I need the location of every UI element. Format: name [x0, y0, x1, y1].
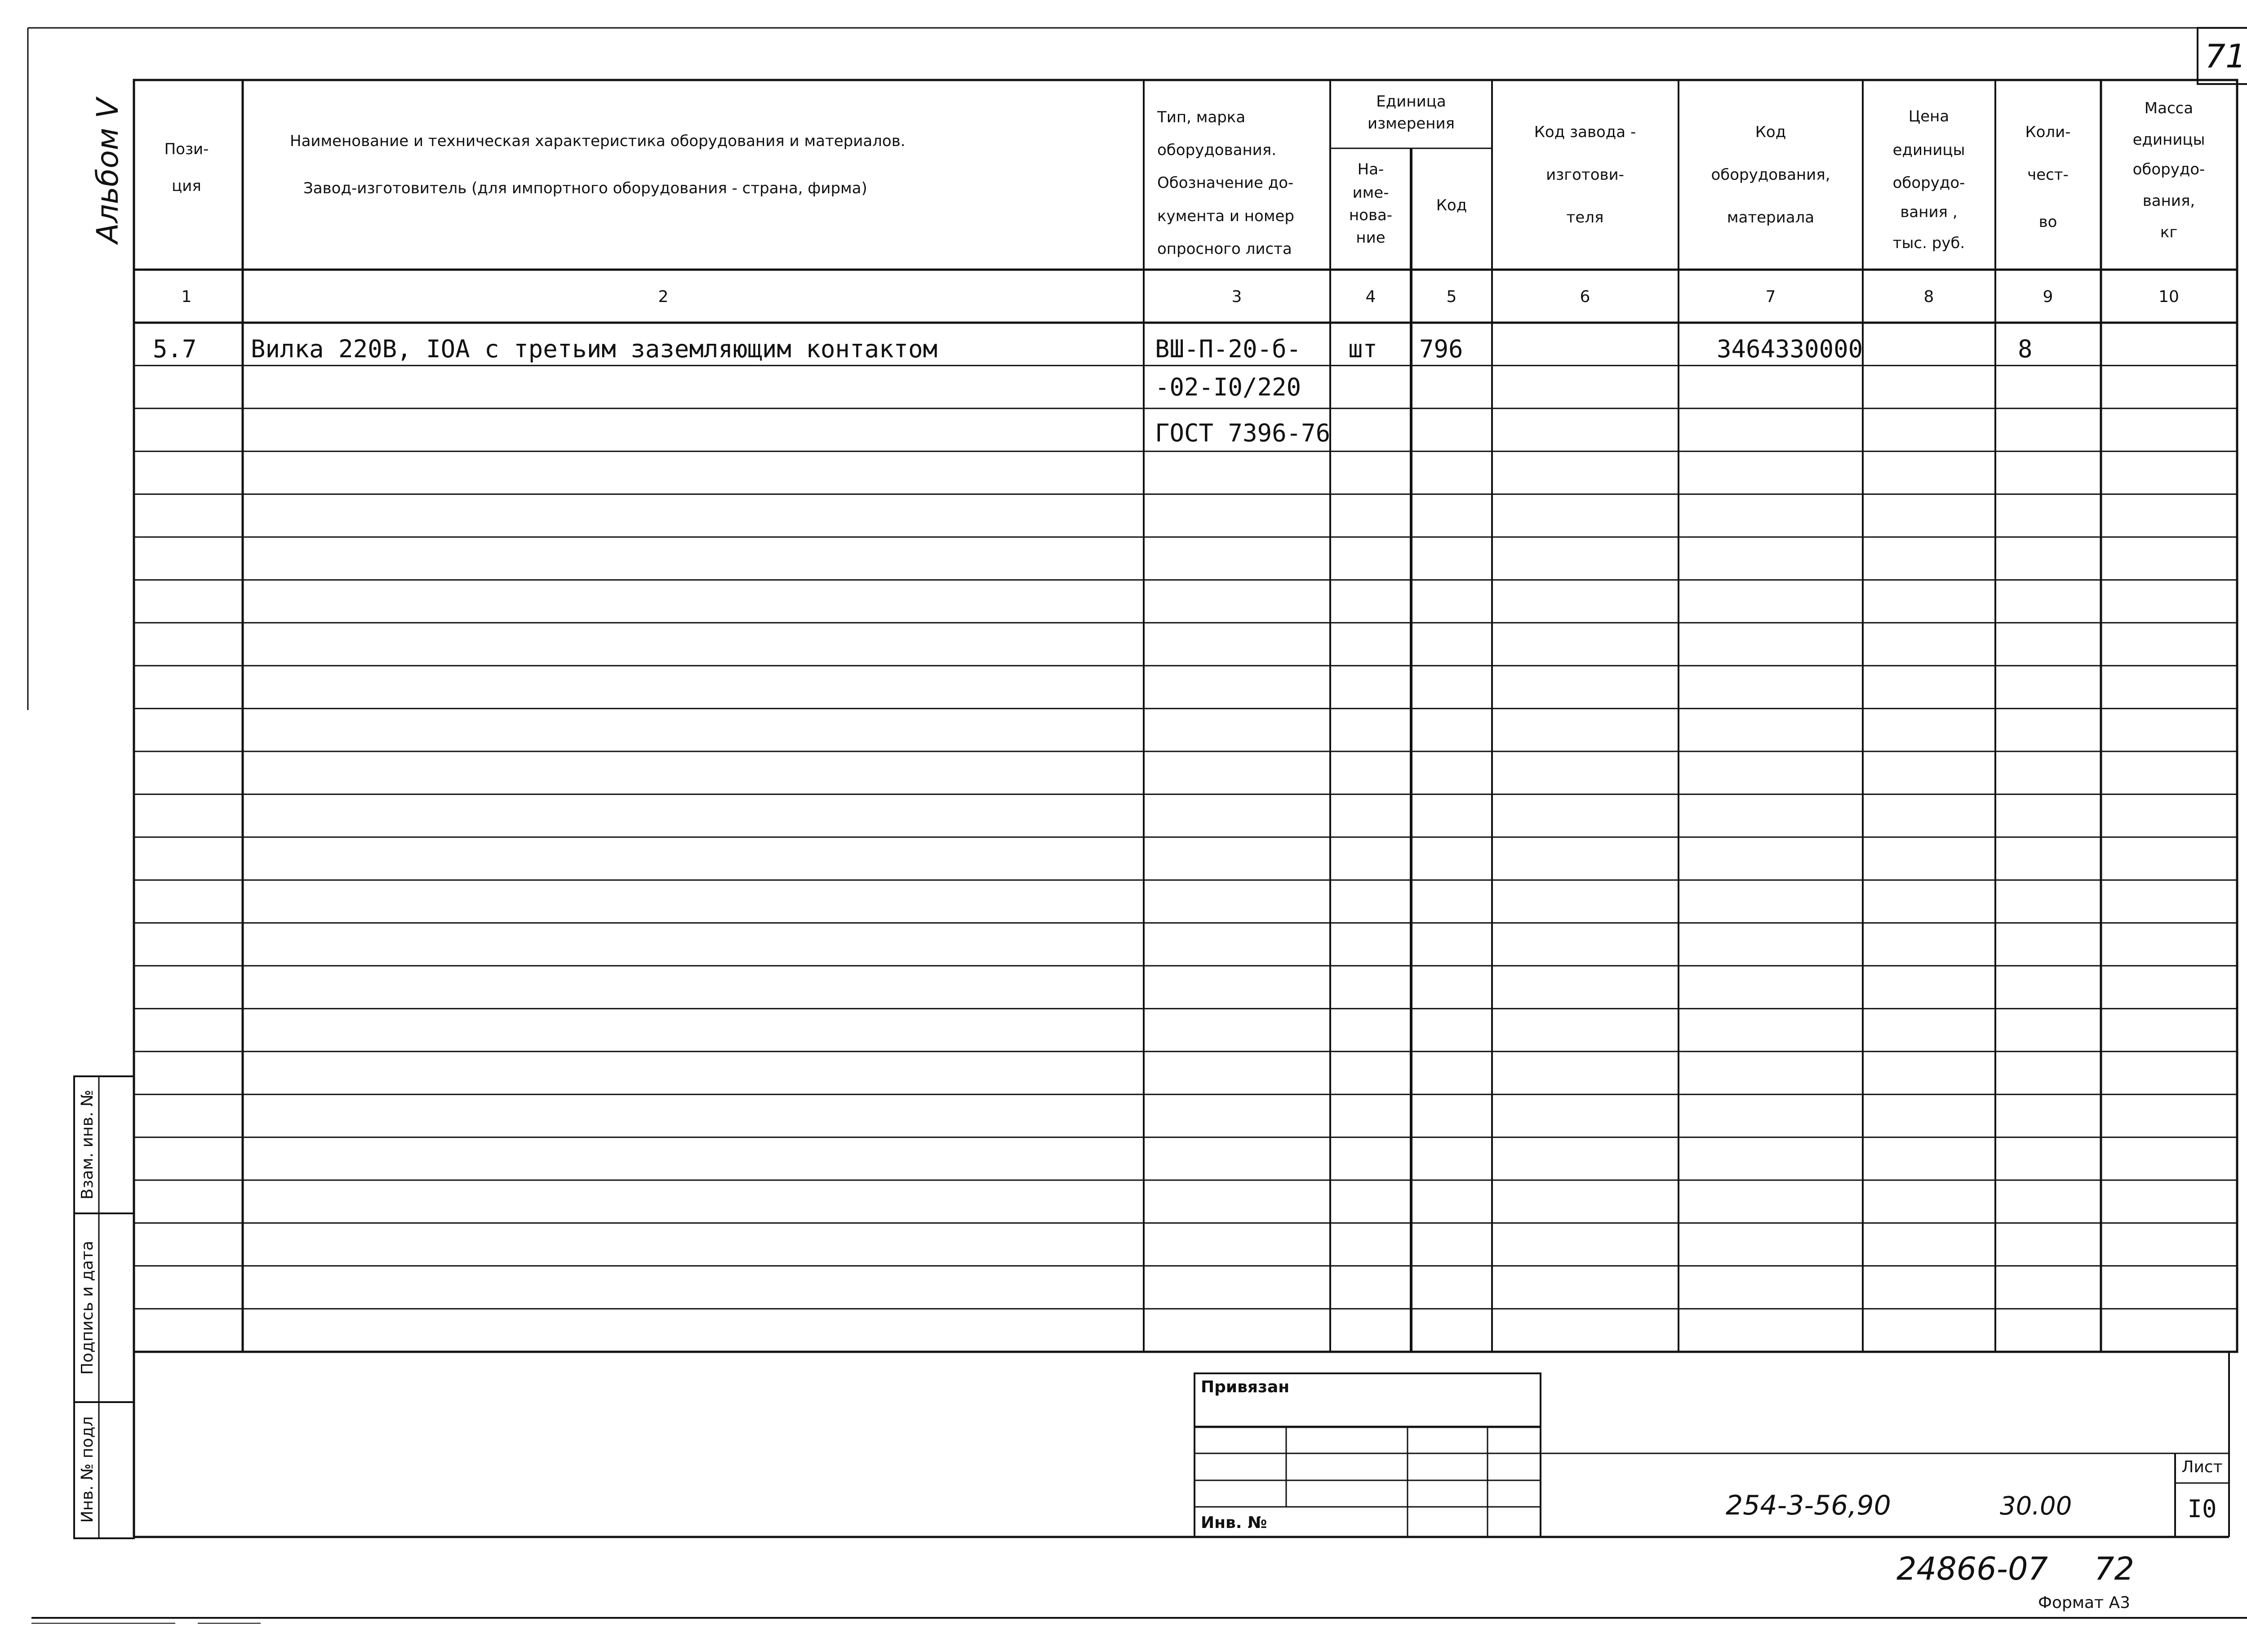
inv-number-label: Инв. №: [1201, 1514, 1267, 1532]
column-number-10: 10: [2158, 288, 2179, 306]
archive-page: 72: [2094, 1550, 2135, 1587]
header-col3-line5: опросного листа: [1157, 240, 1292, 258]
header-col10-line5: кг: [2160, 223, 2178, 241]
page-number: 71: [2205, 37, 2246, 75]
cell-type: -02-I0/220: [1155, 373, 1301, 401]
header-col5: Код: [1436, 196, 1467, 214]
header-col10-line2: единицы: [2132, 131, 2205, 149]
header-col3-line4: кумента и номер: [1157, 207, 1294, 225]
document-code: 254-3-56,90: [1726, 1490, 1891, 1521]
cell-type: ГОСТ 7396-76: [1155, 419, 1331, 447]
column-number-7: 7: [1765, 288, 1776, 306]
column-number-1: 1: [181, 288, 192, 306]
side-stamp-signature-date: Подпись и дата: [78, 1240, 97, 1375]
header-col6-line2: изготови-: [1546, 166, 1624, 184]
column-numbers: [182, 288, 2179, 306]
header-col9-line2: чест-: [2027, 166, 2069, 184]
column-number-8: 8: [1923, 288, 1934, 306]
cell-name: Вилка 220В, IOA с третьим заземляющим контактом: [251, 335, 938, 363]
cell-quantity: 8: [2018, 335, 2033, 363]
table-header: [164, 93, 2205, 258]
column-number-4: 4: [1365, 288, 1376, 306]
header-col7-line2: оборудования,: [1711, 166, 1830, 184]
table-body: [153, 335, 2033, 447]
header-col1-line2: ция: [172, 177, 201, 195]
archive-number: 24866-07: [1896, 1550, 2048, 1587]
side-stamp: [74, 1076, 134, 1538]
header-col4-line3: нова-: [1349, 206, 1393, 224]
sheet-frame: [28, 28, 2247, 1623]
header-col10-line4: вания,: [2142, 192, 2195, 210]
table-row: [153, 335, 2033, 363]
header-col6-line1: Код завода -: [1534, 123, 1636, 141]
linked-label: Привязан: [1201, 1378, 1290, 1396]
column-number-3: 3: [1231, 288, 1242, 306]
header-col10-line3: оборудо-: [2132, 160, 2205, 178]
column-number-2: 2: [658, 288, 669, 306]
header-col2-line2: Завод-изготовитель (для импортного оборудования - страна, фирма): [303, 179, 867, 197]
column-number-9: 9: [2043, 288, 2053, 306]
header-col10-line1: Масса: [2144, 99, 2194, 117]
cell-position: 5.7: [153, 335, 197, 363]
header-col4-line2: име-: [1352, 184, 1389, 202]
header-col3-line2: оборудования.: [1157, 141, 1277, 159]
table-row: [1155, 373, 1301, 401]
header-col8-line1: Цена: [1908, 107, 1949, 125]
header-unit-line1: Единица: [1376, 93, 1446, 111]
header-col9-line3: во: [2038, 213, 2057, 231]
album-label: Альбом V: [90, 98, 125, 244]
page-number-box: [2198, 28, 2247, 84]
sheet-number: I0: [2187, 1495, 2217, 1523]
section-code: 30.00: [2000, 1492, 2072, 1521]
header-col2-line1: Наименование и техническая характеристика оборудования и материалов.: [290, 132, 906, 150]
row-lines: [134, 365, 2237, 1309]
header-col3-line1: Тип, марка: [1157, 108, 1246, 126]
header-col7-line3: материала: [1727, 209, 1815, 226]
header-col6-line3: теля: [1566, 209, 1604, 226]
header-col8-line2: единицы: [1892, 141, 1965, 159]
table-frame: [134, 80, 2237, 1352]
header-col1-line1: Пози-: [164, 140, 209, 158]
side-stamp-replaced-inv: Взам. инв. №: [78, 1089, 97, 1200]
column-number-6: 6: [1580, 288, 1590, 306]
sheet-label: Лист: [2181, 1458, 2223, 1476]
header-col4-line4: ние: [1356, 229, 1386, 247]
table-row: [1155, 419, 1330, 447]
cell-unit-code: 796: [1419, 335, 1463, 363]
cell-unit-name: шт: [1348, 335, 1378, 363]
header-col7-line1: Код: [1755, 123, 1786, 141]
cell-equipment-code: 3464330000: [1717, 335, 1863, 363]
header-col8-line3: оборудо-: [1892, 174, 1965, 192]
header-unit-line2: измерения: [1367, 115, 1455, 133]
cell-type: ВШ-П-20-б-: [1155, 335, 1301, 363]
side-stamp-inv-original: Инв. № подл: [78, 1416, 97, 1523]
header-col9-line1: Коли-: [2025, 123, 2071, 141]
header-col3-line3: Обозначение до-: [1157, 174, 1294, 192]
column-number-5: 5: [1446, 288, 1457, 306]
header-col8-line4: вания ,: [1900, 203, 1958, 221]
footer: [1896, 1550, 2134, 1612]
header-col4-line1: На-: [1357, 160, 1384, 178]
header-col8-line5: тыс. руб.: [1892, 234, 1965, 252]
title-block: [134, 1352, 2229, 1537]
format-label: Формат А3: [2038, 1594, 2131, 1612]
